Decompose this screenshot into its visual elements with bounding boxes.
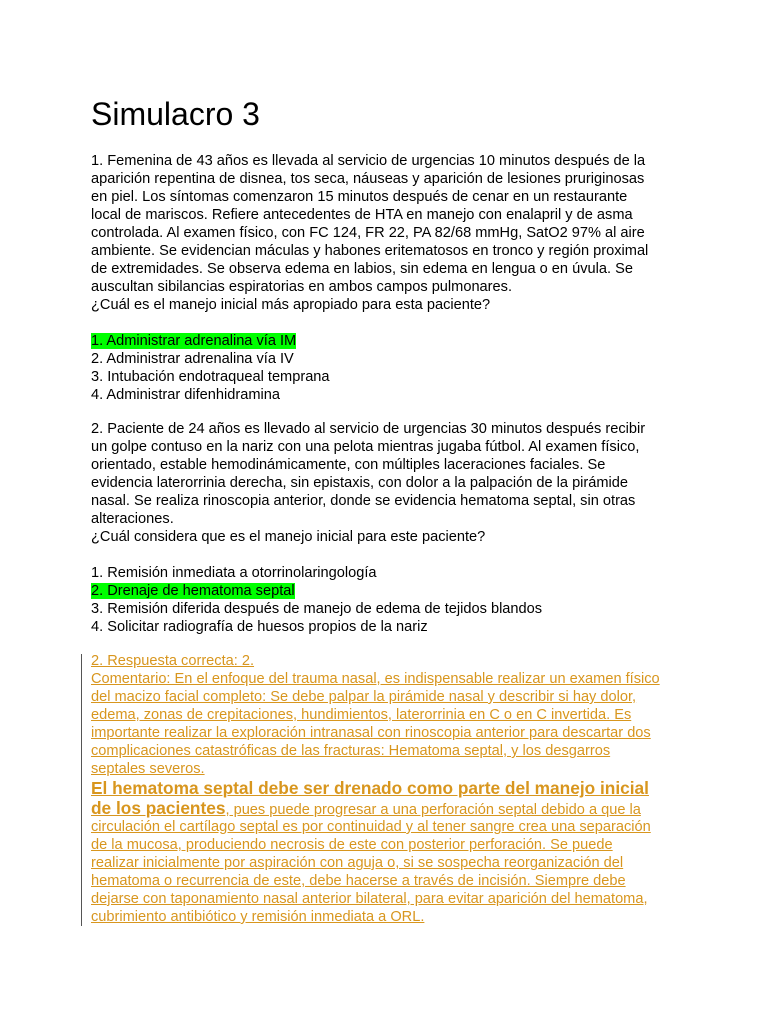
question-1-line: ambiente. Se evidencian máculas y habones eritematosos en tronco y región proximal xyxy=(91,243,649,259)
comment-line: septales severos. xyxy=(91,761,205,777)
question-1-line: 1. Femenina de 43 años es llevada al servicio de urgencias 10 minutos después de la xyxy=(91,153,646,169)
question-1-line: local de mariscos. Refiere antecedentes de HTA en manejo con enalapril y de asma xyxy=(91,207,633,223)
question-1-option: 3. Intubación endotraqueal temprana xyxy=(91,369,330,385)
question-1 xyxy=(91,152,691,404)
comment-line: de la mucosa, produciendo necrosis de este con posterior perforación. Se puede xyxy=(91,837,613,853)
spacer xyxy=(91,546,691,564)
answer-highlight: 2. Drenaje de hematoma septal xyxy=(91,583,295,599)
comment-line: complicaciones catastróficas de las fracturas: Hematoma septal, y los desgarros xyxy=(91,743,611,759)
question-2-line: evidencia laterorrinia derecha, sin epistaxis, con dolor a la palpación de la pirámide xyxy=(91,475,629,491)
comment-emphasis: de los pacientes xyxy=(91,798,226,818)
question-2-line: nasal. Se realiza rinoscopia anterior, donde se evidencia hematoma septal, sin otras xyxy=(91,493,636,509)
question-2-line: 2. Paciente de 24 años es llevado al servicio de urgencias 30 minutos después recibir xyxy=(91,421,646,437)
document-title: Simulacro 3 xyxy=(91,96,260,132)
answer-comment xyxy=(91,652,691,926)
question-2-option: 4. Solicitar radiografía de huesos propios de la nariz xyxy=(91,619,428,635)
question-1-line: auscultan sibilancias espiratorias en ambos campos pulmonares. xyxy=(91,279,513,295)
question-1-line: controlada. Al examen físico, con FC 124, FR 22, PA 82/68 mmHg, SatO2 97% al aire xyxy=(91,225,645,241)
comment-line: circulación el cartílago septal es por continuidad y al tener sangre crea una separación xyxy=(91,819,651,835)
comment-line: realizar inicialmente por aspiración con aguja o, si se sospecha reorganización del xyxy=(91,855,624,871)
question-2-option-correct xyxy=(91,582,691,600)
question-1-prompt: ¿Cuál es el manejo inicial más apropiado para esta paciente? xyxy=(91,297,491,313)
question-1-line: en piel. Los síntomas comenzaron 15 minutos después de cenar en un restaurante xyxy=(91,189,628,205)
question-2-line: orientado, estable hemodinámicamente, con múltiples laceraciones faciales. Se xyxy=(91,457,606,473)
comment-line: edema, zonas de crepitaciones, hundimientos, laterorrinia en C o en C invertida. Es xyxy=(91,707,632,723)
question-1-line: aparición repentina de disnea, tos seca, náuseas y aparición de lesiones pruriginosas xyxy=(91,171,645,187)
comment-line: importante realizar la exploración intranasal con rinoscopia anterior para descartar dos xyxy=(91,725,651,741)
question-1-option: 2. Administrar adrenalina vía IV xyxy=(91,351,294,367)
comment-emphasis-line xyxy=(91,798,691,818)
question-1-option-correct xyxy=(91,332,691,350)
comment-text: , pues puede progresar a una perforación septal debido a que la xyxy=(225,802,641,818)
question-2-prompt: ¿Cuál considera que es el manejo inicial para este paciente? xyxy=(91,529,486,545)
comment-emphasis: El hematoma septal debe ser drenado como parte del manejo inicial xyxy=(91,778,649,798)
comment-emphasis-line xyxy=(91,778,691,798)
question-2-option: 1. Remisión inmediata a otorrinolaringología xyxy=(91,565,377,581)
comment-line: Comentario: En el enfoque del trauma nasal, es indispensable realizar un examen físico xyxy=(91,671,660,687)
comment-line: del macizo facial completo: Se debe palpar la pirámide nasal y describir si hay dolor, xyxy=(91,689,637,705)
comment-line: cubrimiento antibiótico y remisión inmediata a ORL. xyxy=(91,909,425,925)
question-2 xyxy=(91,420,691,636)
spacer xyxy=(91,314,691,332)
question-2-option: 3. Remisión diferida después de manejo de edema de tejidos blandos xyxy=(91,601,543,617)
question-2-line: alteraciones. xyxy=(91,511,174,527)
answer-highlight: 1. Administrar adrenalina vía IM xyxy=(91,333,297,349)
revision-change-bar xyxy=(81,654,82,926)
question-1-line: de extremidades. Se observa edema en labios, sin edema en lengua o en úvula. Se xyxy=(91,261,633,277)
question-2-line: un golpe contuso en la nariz con una pelota mientras jugaba fútbol. Al examen físico, xyxy=(91,439,640,455)
comment-line: dejarse con taponamiento nasal anterior bilateral, para evitar aparición del hematoma, xyxy=(91,891,648,907)
answer-line: 2. Respuesta correcta: 2. xyxy=(91,653,255,669)
question-1-option: 4. Administrar difenhidramina xyxy=(91,387,280,403)
comment-line: hematoma o recurrencia de este, debe hacerse a través de incisión. Siempre debe xyxy=(91,873,626,889)
